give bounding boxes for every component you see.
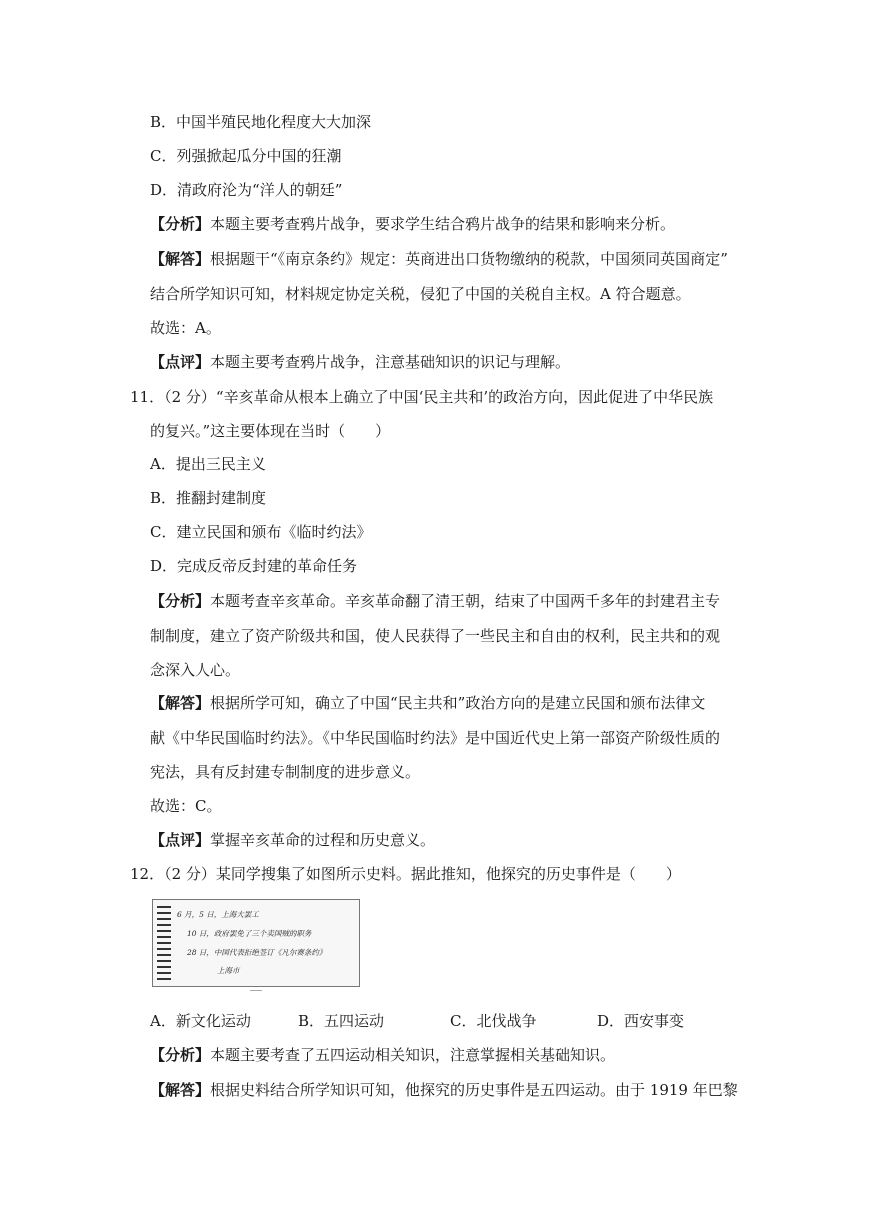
q12-analysis (150, 1045, 615, 1065)
analysis-tag: 【分析】 (150, 592, 211, 610)
answer-tag: 【解答】 (150, 1081, 211, 1099)
q11-choice: 故选：C。 (150, 797, 222, 815)
notebook-line: 28 日，中国代表拒绝签订《凡尔赛条约》 (187, 948, 327, 957)
q10-answer-cont: 结合所学知识可知，材料规定协定关税，侵犯了中国的关税自主权。A 符合题意。 (150, 285, 691, 303)
q11-option-d: D．完成反帝反封建的革命任务 (150, 557, 358, 575)
q11-answer-cont-2: 宪法，具有反封建专制制度的进步意义。 (150, 763, 421, 781)
analysis-text: 本题主要考查了五四运动相关知识，注意掌握相关基础知识。 (210, 1046, 616, 1064)
comment-tag: 【点评】 (150, 831, 211, 849)
answer-tag: 【解答】 (150, 694, 211, 712)
q11-stem: 11．（2 分）“辛亥革命从根本上确立了中国‘民主共和’的政治方向，因此促进了中华民族 (130, 388, 714, 406)
q12-option-a: A．新文化运动 (150, 1012, 251, 1030)
q10-choice: 故选：A。 (150, 319, 221, 337)
analysis-text: 本题主要考查鸦片战争，要求学生结合鸦片战争的结果和影响来分析。 (210, 215, 676, 233)
image-mark (250, 990, 262, 991)
historical-notebook-image (152, 899, 360, 987)
q12-option-b: B．五四运动 (298, 1012, 385, 1030)
q12-option-d: D．西安事变 (597, 1012, 685, 1030)
notebook-line: 上海市 (217, 966, 240, 975)
answer-text: 根据史料结合所学知识可知，他探究的历史事件是五四运动。由于 1919 年巴黎 (210, 1081, 738, 1099)
analysis-tag: 【分析】 (150, 1046, 211, 1064)
q11-comment (150, 830, 435, 850)
q11-analysis (150, 591, 720, 611)
answer-tag: 【解答】 (150, 250, 211, 268)
notebook-spiral-icon (157, 906, 171, 982)
q10-comment (150, 352, 570, 372)
q12-option-c: C．北伐战争 (450, 1012, 537, 1030)
q10-analysis (150, 214, 675, 234)
analysis-text: 本题考查辛亥革命。辛亥革命翻了清王朝，结束了中国两千多年的封建君主专 (210, 592, 721, 610)
q11-option-a: A．提出三民主义 (150, 455, 266, 473)
q11-answer-cont-1: 献《中华民国临时约法》。《中华民国临时约法》是中国近代史上第一部资产阶级性质的 (150, 729, 721, 747)
q11-analysis-cont-1: 制制度，建立了资产阶级共和国，使人民获得了一些民主和自由的权利，民主共和的观 (150, 627, 721, 645)
q10-answer (150, 249, 728, 269)
q10-option-d: D．清政府沦为“洋人的朝廷” (150, 181, 343, 199)
comment-text: 本题主要考查鸦片战争，注意基础知识的识记与理解。 (210, 353, 571, 371)
q10-option-b: B．中国半殖民地化程度大大加深 (150, 113, 372, 131)
q12-options (150, 1011, 750, 1031)
q12-answer (150, 1080, 738, 1100)
analysis-tag: 【分析】 (150, 215, 211, 233)
q11-stem-cont: 的复兴。”这主要体现在当时（ ） (150, 422, 391, 440)
q12-stem: 12．（2 分）某同学搜集了如图所示史料。据此推知，他探究的历史事件是（ ） (130, 865, 681, 883)
notebook-line: 10 日，政府罢免了三个卖国贼的职务 (187, 929, 312, 938)
comment-text: 掌握辛亥革命的过程和历史意义。 (210, 831, 436, 849)
answer-text: 根据题干“《南京条约》规定：英商进出口货物缴纳的税款，中国须同英国商定” (210, 250, 728, 268)
q11-option-c: C．建立民国和颁布《临时约法》 (150, 523, 372, 541)
notebook-line: 6 月，5 日，上海大罢工 (177, 910, 259, 919)
q11-option-b: B．推翻封建制度 (150, 489, 267, 507)
comment-tag: 【点评】 (150, 353, 211, 371)
answer-text: 根据所学可知，确立了中国“民主共和”政治方向的是建立民国和颁布法律文 (210, 694, 706, 712)
q10-option-c: C．列强掀起瓜分中国的狂潮 (150, 147, 342, 165)
q11-analysis-cont-2: 念深入人心。 (150, 661, 241, 679)
q11-answer (150, 693, 705, 713)
